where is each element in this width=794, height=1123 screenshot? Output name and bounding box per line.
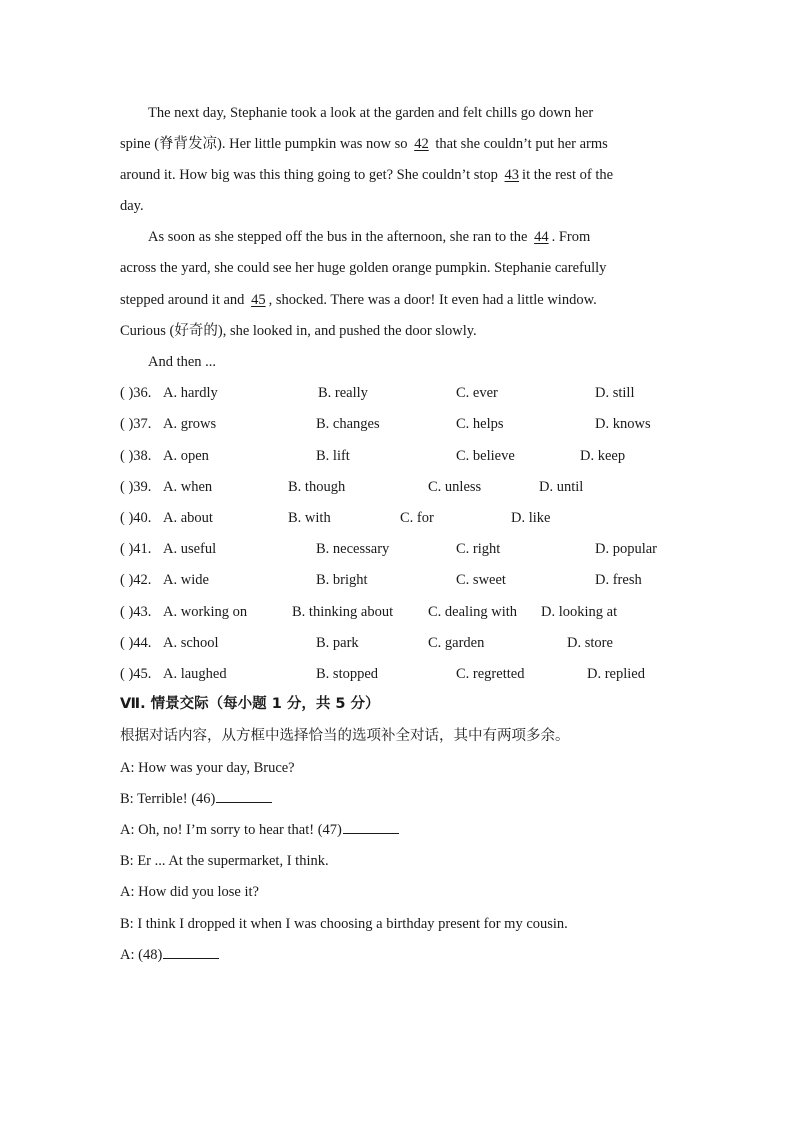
option-b: B. really	[318, 385, 368, 401]
passage-line	[120, 290, 597, 310]
option-a: A. when	[163, 479, 213, 495]
dialogue-line	[120, 851, 329, 871]
dialogue-text: B: Er ... At the supermarket, I think.	[120, 853, 329, 869]
option-c: C. believe	[456, 448, 515, 464]
passage-text: spine (脊背发凉). Her little pumpkin was now so	[120, 136, 408, 152]
option-b: B. though	[288, 479, 346, 495]
passage-text: around it. How big was this thing going to get? She couldn’t stop	[120, 167, 498, 183]
option-c: C. for	[400, 510, 434, 526]
option-c: C. right	[456, 541, 501, 557]
answer-blank[interactable]	[216, 789, 272, 803]
option-a: A. grows	[163, 416, 217, 432]
passage-line	[120, 321, 477, 341]
question-number: ( )39.	[120, 479, 152, 495]
option-d: D. popular	[595, 541, 658, 557]
blank-45: 45	[251, 292, 266, 308]
passage-line	[148, 227, 590, 247]
option-d: D. looking at	[541, 604, 618, 620]
passage-line	[120, 196, 144, 216]
passage-line	[120, 134, 608, 154]
passage-text: that she couldn’t put her arms	[435, 136, 608, 152]
passage-text: The next day, Stephanie took a look at the garden and felt chills go down her	[148, 105, 594, 121]
dialogue-text: A: How was your day, Bruce?	[120, 760, 295, 776]
dialogue-text: B: I think I dropped it when I was choosing a birthday present for my cousin.	[120, 916, 568, 932]
passage-text: As soon as she stepped off the bus in the afternoon, she ran to the	[148, 229, 528, 245]
passage-line	[120, 165, 613, 185]
dialogue-line	[120, 789, 272, 809]
question-number: ( )41.	[120, 541, 152, 557]
option-a: A. hardly	[163, 385, 218, 401]
passage-line	[120, 258, 606, 278]
question-number: ( )36.	[120, 385, 152, 401]
question-number: ( )37.	[120, 416, 152, 432]
option-a: A. school	[163, 635, 219, 651]
dialogue-text: A: How did you lose it?	[120, 884, 259, 900]
dialogue-text: A: Oh, no! I’m sorry to hear that! (47)	[120, 822, 342, 838]
option-a: A. laughed	[163, 666, 227, 682]
answer-blank[interactable]	[163, 945, 219, 959]
option-c: C. helps	[456, 416, 504, 432]
answer-blank[interactable]	[343, 820, 399, 834]
option-d: D. store	[567, 635, 613, 651]
option-c: C. ever	[456, 385, 498, 401]
passage-text: And then ...	[148, 354, 217, 370]
dialogue-line	[120, 945, 219, 965]
option-a: A. working on	[163, 604, 248, 620]
option-c: C. dealing with	[428, 604, 518, 620]
question-number: ( )40.	[120, 510, 152, 526]
passage-text: it the rest of the	[522, 167, 614, 183]
question-number: ( )38.	[120, 448, 152, 464]
option-d: D. replied	[587, 666, 645, 682]
option-d: D. keep	[580, 448, 626, 464]
option-b: B. necessary	[316, 541, 390, 557]
option-a: A. open	[163, 448, 209, 464]
option-c: C. regretted	[456, 666, 525, 682]
option-b: B. thinking about	[292, 604, 394, 620]
option-d: D. knows	[595, 416, 651, 432]
option-d: D. until	[539, 479, 584, 495]
option-d: D. like	[511, 510, 551, 526]
option-b: B. with	[288, 510, 331, 526]
option-d: D. still	[595, 385, 635, 401]
passage-text: day.	[120, 198, 144, 214]
option-b: B. park	[316, 635, 359, 651]
passage-text: across the yard, she could see her huge golden orange pumpkin. Stephanie carefully	[120, 260, 607, 276]
dialogue-text: B: Terrible! (46)	[120, 791, 216, 807]
option-c: C. sweet	[456, 572, 506, 588]
blank-42: 42	[414, 136, 429, 152]
section-instruction: 根据对话内容，从方框中选择恰当的选项补全对话，其中有两项多余。	[120, 728, 570, 744]
dialogue-line	[120, 882, 259, 902]
option-c: C. garden	[428, 635, 485, 651]
passage-line	[148, 352, 216, 372]
option-b: B. stopped	[316, 666, 379, 682]
question-number: ( )43.	[120, 604, 152, 620]
option-b: B. lift	[316, 448, 350, 464]
dialogue-line	[120, 820, 399, 840]
passage-line	[148, 103, 593, 123]
option-a: A. about	[163, 510, 213, 526]
option-b: B. changes	[316, 416, 380, 432]
dialogue-line	[120, 758, 295, 778]
question-number: ( )45.	[120, 666, 152, 682]
passage-text: stepped around it and	[120, 292, 245, 308]
passage-text: . From	[551, 229, 591, 245]
passage-text: , shocked. There was a door! It even had a little window.	[268, 292, 597, 308]
option-c: C. unless	[428, 479, 482, 495]
option-a: A. useful	[163, 541, 217, 557]
option-b: B. bright	[316, 572, 368, 588]
passage-text: Curious (好奇的), she looked in, and pushed the door slowly.	[120, 323, 477, 339]
dialogue-line	[120, 914, 568, 934]
question-number: ( )42.	[120, 572, 152, 588]
option-a: A. wide	[163, 572, 209, 588]
dialogue-text: A: (48)	[120, 947, 163, 963]
blank-43: 43	[504, 167, 520, 183]
option-d: D. fresh	[595, 572, 642, 588]
blank-44: 44	[534, 229, 549, 245]
question-number: ( )44.	[120, 635, 152, 651]
section-heading: Ⅶ. 情景交际（每小题 1 分，共 5 分）	[120, 696, 380, 712]
